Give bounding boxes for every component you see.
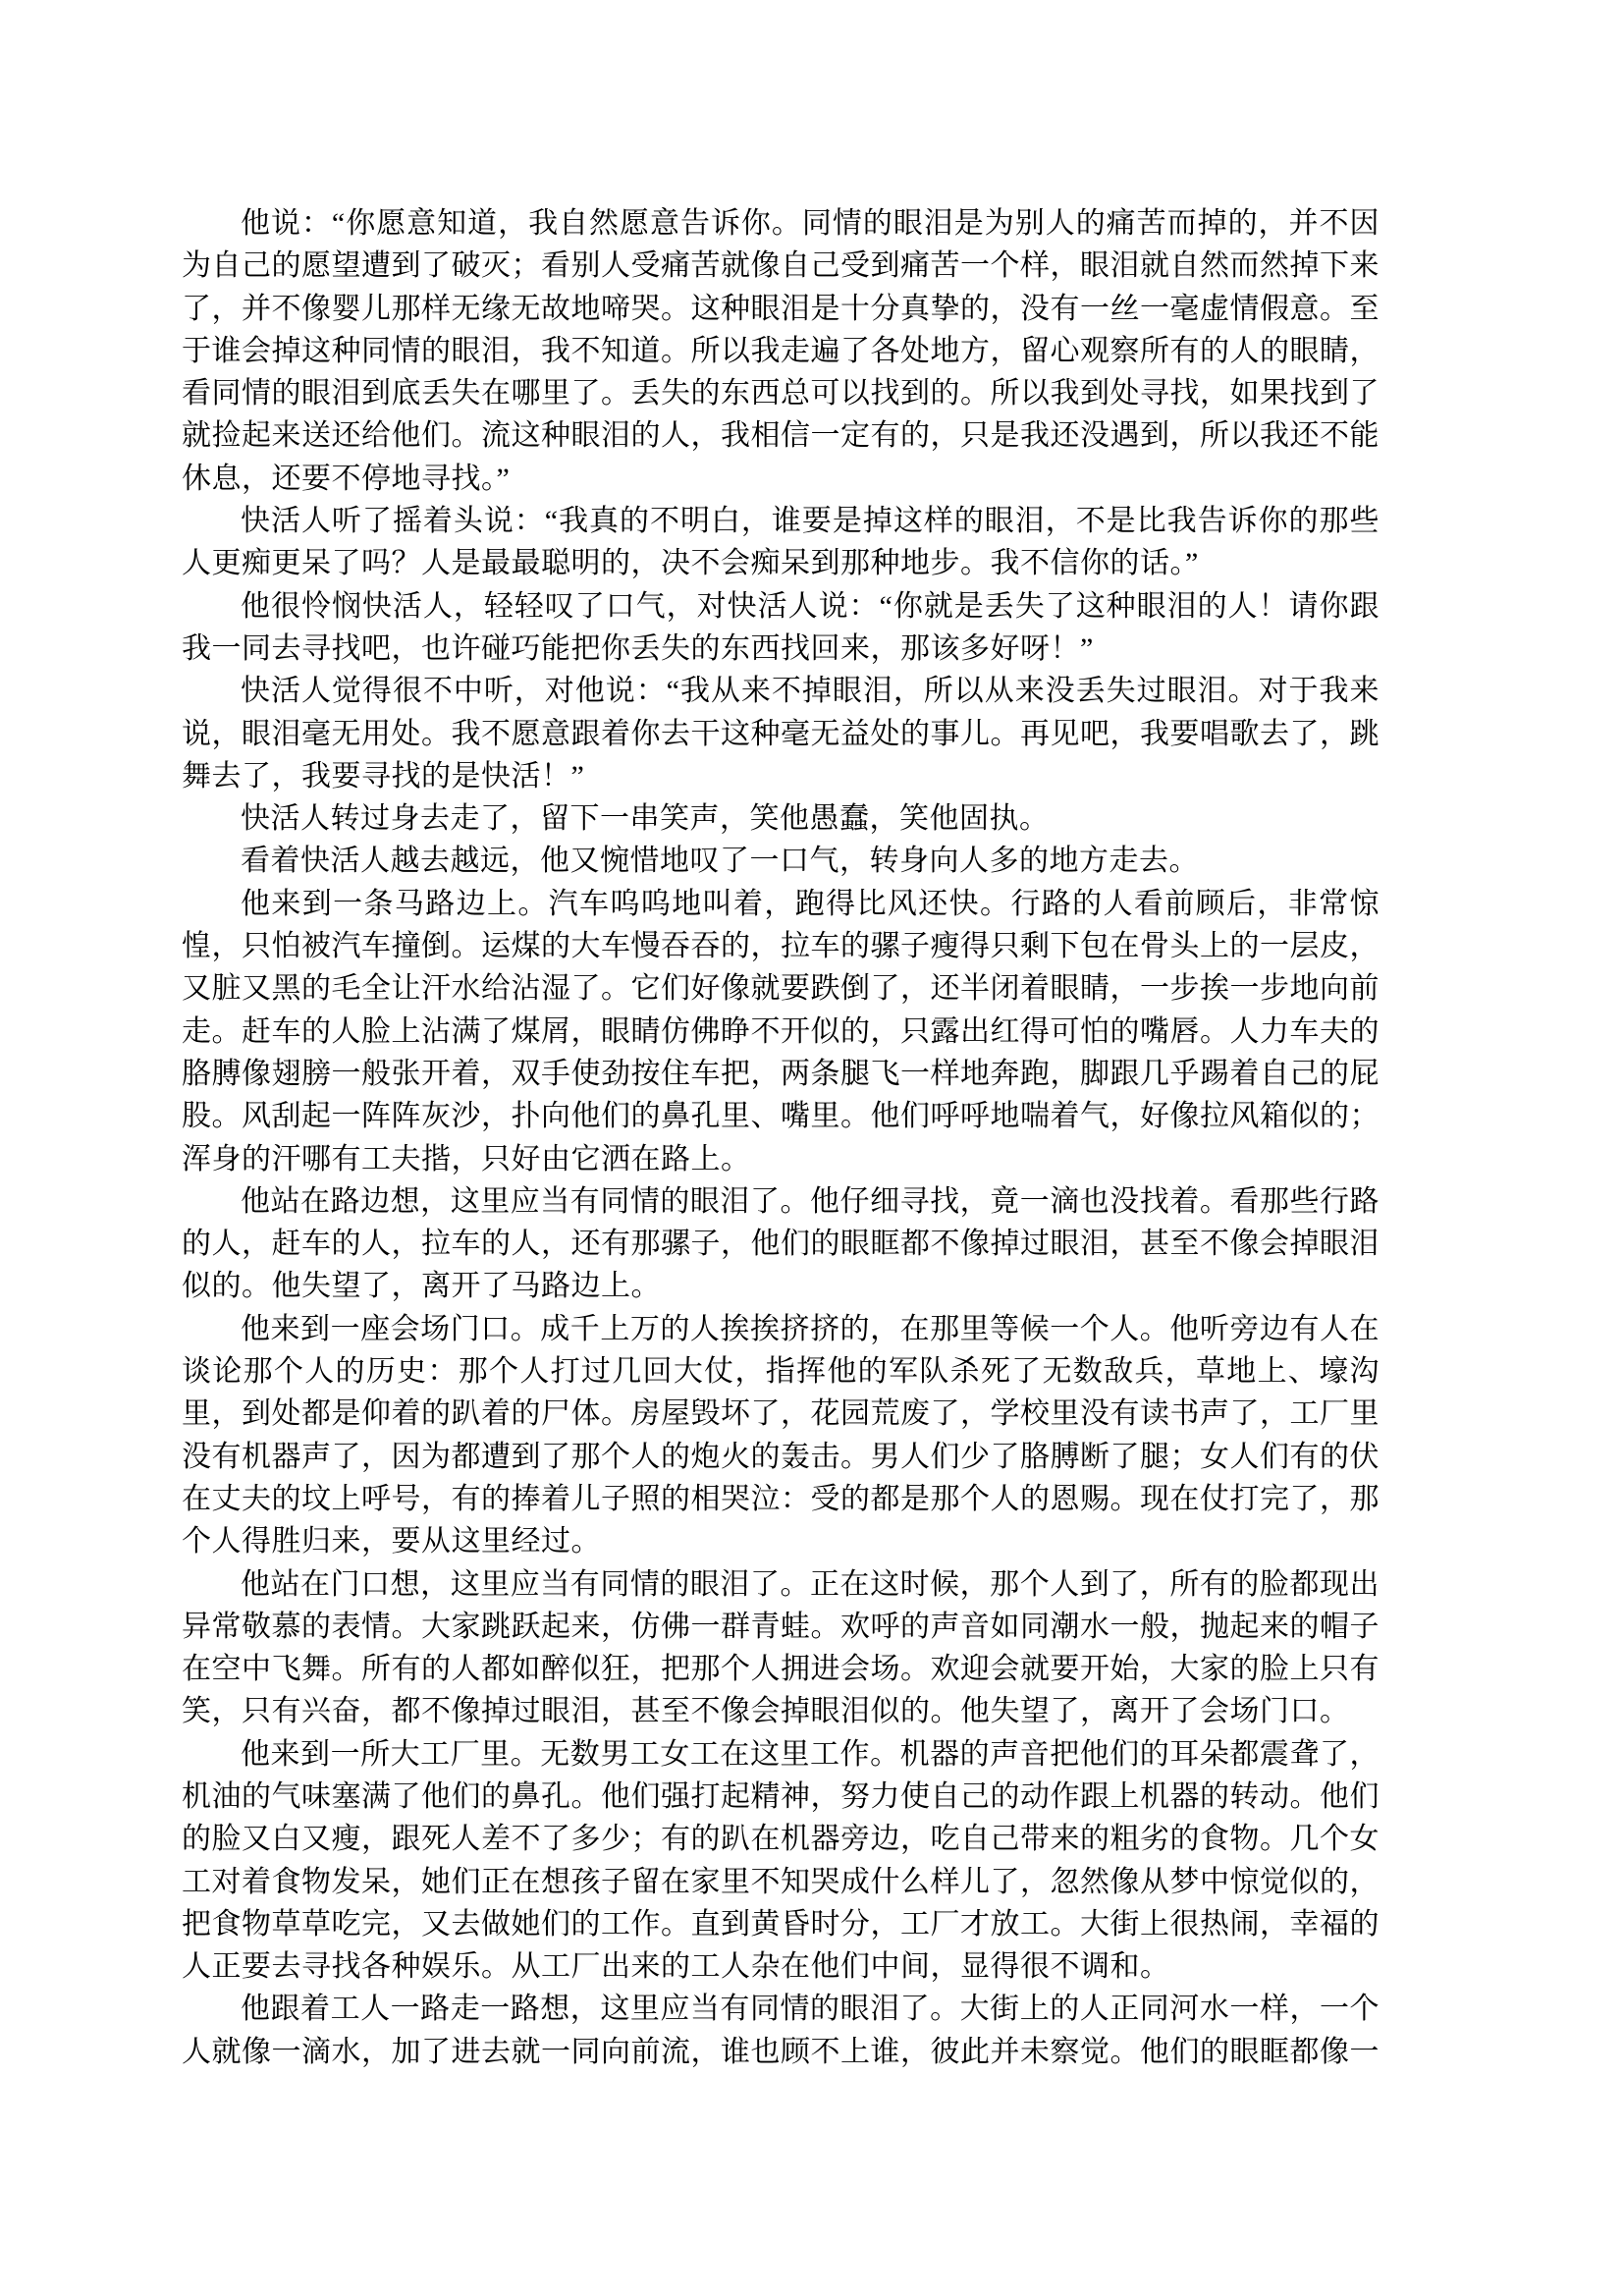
paragraph: 他站在路边想，这里应当有同情的眼泪了。他仔细寻找，竟一滴也没找着。看那些行路的人，赶车的人，拉车的人，还有那骡子，他们的眼眶都不像掉过眼泪，甚至不像会掉眼泪似的。他失望了，离开了马路边上。 bbox=[182, 1184, 1380, 1303]
paragraph: 看着快活人越去越远，他又惋惜地叹了一口气，转身向人多的地方走去。 bbox=[241, 845, 1199, 878]
paragraph: 他说：“你愿意知道，我自然愿意告诉你。同情的眼泪是为别人的痛苦而掉的，并不因为自己的愿望遭到了破灭；看别人受痛苦就像自己受到痛苦一个样，眼泪就自然而然掉下来了，并不像婴儿那样无缘无故地啼哭。这种眼泪是十分真挚的，没有一丝一毫虚情假意。至于谁会掉这种同情的眼泪，我不知道。所以我走遍了各处地方，留心观察所有的人的眼睛，看同情的眼泪到底丢失在哪里了。丢失的东西总可以找到的。所以我到处寻找，如果找到了就捡起来送还给他们。流这种眼泪的人，我相信一定有的，只是我还没遇到，所以我还不能休息，还要不停地寻找。” bbox=[182, 207, 1380, 495]
paragraph: 他站在门口想，这里应当有同情的眼泪了。正在这时候，那个人到了，所有的脸都现出异常敬慕的表情。大家跳跃起来，仿佛一群青蛙。欢呼的声音如同潮水一般，抛起来的帽子在空中飞舞。所有的人都如醉似狂，把那个人拥进会场。欢迎会就要开始，大家的脸上只有笑，只有兴奋，都不像掉过眼泪，甚至不像会掉眼泪似的。他失望了，离开了会场门口。 bbox=[182, 1567, 1380, 1728]
paragraph: 快活人觉得很不中听，对他说：“我从来不掉眼泪，所以从来没丢失过眼泪。对于我来说，眼泪毫无用处。我不愿意跟着你去干这种毫无益处的事儿。再见吧，我要唱歌去了，跳舞去了，我要寻找的是快活！” bbox=[182, 675, 1380, 793]
paragraph: 快活人转过身去走了，留下一串笑声，笑他愚蠢，笑他固执。 bbox=[241, 802, 1050, 836]
paragraph: 他来到一座会场门口。成千上万的人挨挨挤挤的，在那里等候一个人。他听旁边有人在谈论那个人的历史：那个人打过几回大仗，指挥他的军队杀死了无数敌兵，草地上、壕沟里，到处都是仰着的趴着的尸体。房屋毁坏了，花园荒废了，学校里没有读书声了，工厂里没有机器声了，因为都遭到了那个人的炮火的轰击。男人们少了胳膊断了腿；女人们有的伏在丈夫的坟上呼号，有的捧着儿子照的相哭泣：受的都是那个人的恩赐。现在仗打完了，那个人得胜归来，要从这里经过。 bbox=[182, 1312, 1380, 1558]
paragraph: 他来到一条马路边上。汽车呜呜地叫着，跑得比风还快。行路的人看前顾后，非常惊惶，只怕被汽车撞倒。运煤的大车慢吞吞的，拉车的骡子瘦得只剩下包在骨头上的一层皮，又脏又黑的毛全让汗水给沾湿了。它们好像就要跌倒了，还半闭着眼睛，一步挨一步地向前走。赶车的人脸上沾满了煤屑，眼睛仿佛睁不开似的，只露出红得可怕的嘴唇。人力车夫的胳膊像翅膀一般张开着，双手使劲按住车把，两条腿飞一样地奔跑，脚跟几乎踢着自己的屁股。风刮起一阵阵灰沙，扑向他们的鼻孔里、嘴里。他们呼呼地喘着气，好像拉风箱似的；浑身的汗哪有工夫揩，只好由它洒在路上。 bbox=[182, 887, 1380, 1175]
paragraph: 他跟着工人一路走一路想，这里应当有同情的眼泪了。大街上的人正同河水一样，一个人就像一滴水，加了进去就一同向前流，谁也顾不上谁，彼此并未察觉。他们的眼眶都像一 bbox=[182, 1993, 1380, 2068]
paragraph: 他很怜悯快活人，轻轻叹了口气，对快活人说：“你就是丢失了这种眼泪的人！请你跟我一同去寻找吧，也许碰巧能把你丢失的东西找回来，那该多好呀！” bbox=[182, 589, 1380, 665]
paragraph: 他来到一所大工厂里。无数男工女工在这里工作。机器的声音把他们的耳朵都震聋了，机油的气味塞满了他们的鼻孔。他们强打起精神，努力使自己的动作跟上机器的转动。他们的脸又白又瘦，跟死人差不了多少；有的趴在机器旁边，吃自己带来的粗劣的食物。几个女工对着食物发呆，她们正在想孩子留在家里不知哭成什么样儿了，忽然像从梦中惊觉似的，把食物草草吃完，又去做她们的工作。直到黄昏时分，工厂才放工。大街上很热闹，幸福的人正要去寻找各种娱乐。从工厂出来的工人杂在他们中间，显得很不调和。 bbox=[182, 1737, 1380, 1984]
paragraph: 快活人听了摇着头说：“我真的不明白，谁要是掉这样的眼泪，不是比我告诉你的那些人更痴更呆了吗？人是最最聪明的，决不会痴呆到那种地步。我不信你的话。” bbox=[182, 505, 1380, 580]
